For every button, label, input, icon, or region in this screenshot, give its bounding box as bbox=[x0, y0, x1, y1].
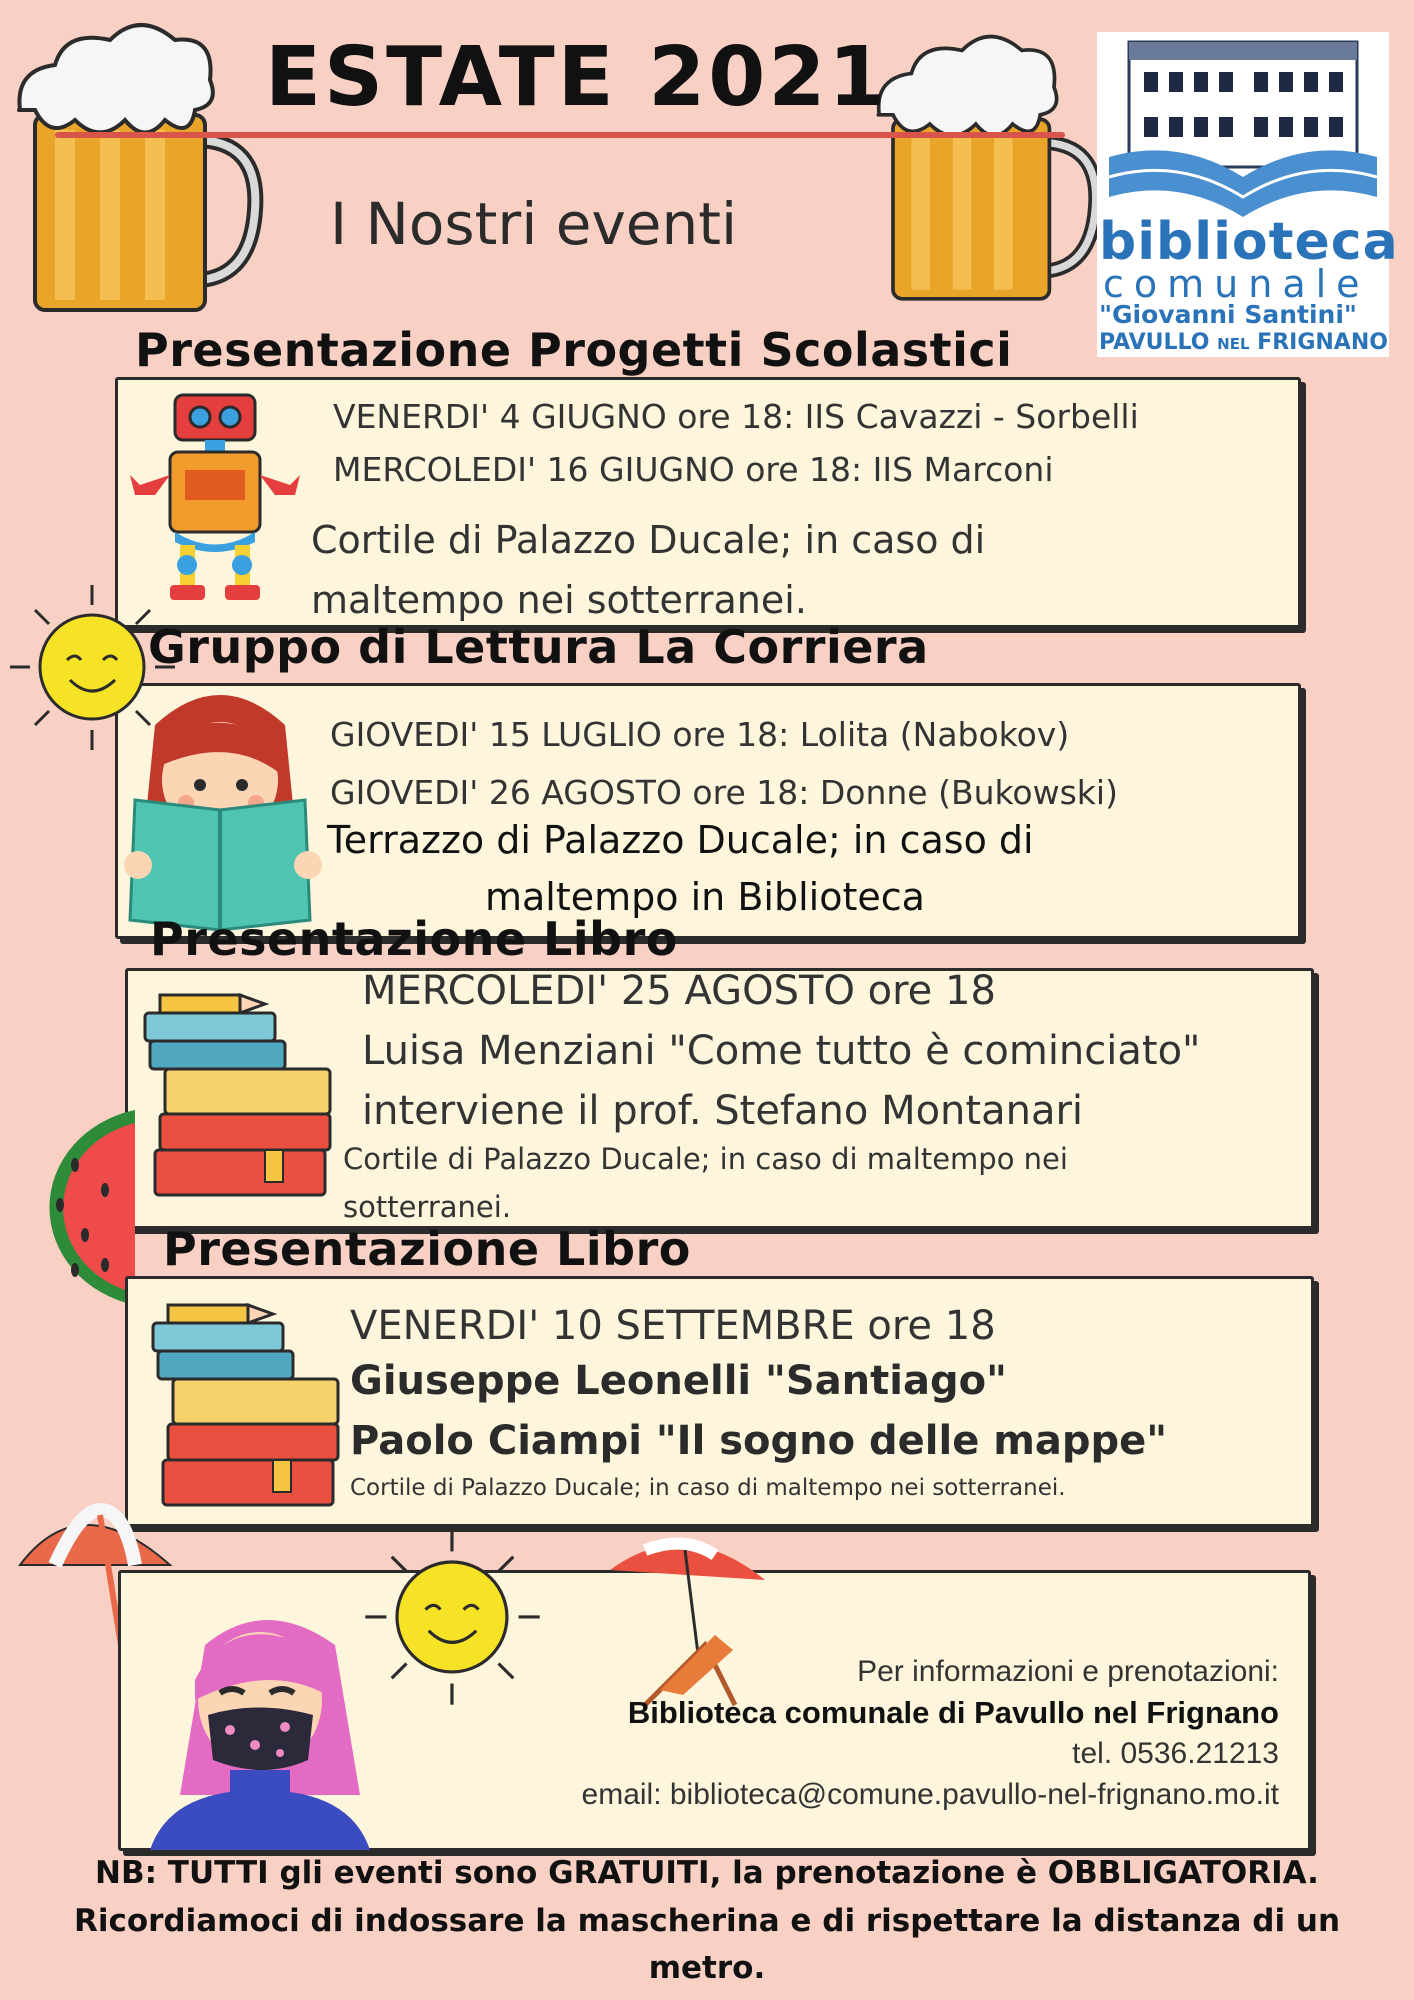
book1-venue-1: Cortile di Palazzo Ducale; in caso di maltempo nei bbox=[343, 1142, 1068, 1176]
library-building-icon bbox=[1109, 37, 1377, 227]
beer-mug-icon bbox=[870, 30, 1100, 310]
book1-guest: interviene il prof. Stefano Montanari bbox=[362, 1088, 1084, 1134]
contact-phone: tel. 0536.21213 bbox=[1072, 1737, 1279, 1770]
beer-mug-icon bbox=[10, 30, 260, 310]
logo-line-4b: NEL bbox=[1217, 335, 1250, 353]
masked-woman-icon bbox=[130, 1605, 380, 1850]
footer-note-3: metro. bbox=[648, 1950, 766, 1986]
footer-note-1: NB: TUTTI gli eventi sono GRATUITI, la prenotazione è OBBLIGATORIA. bbox=[95, 1855, 1319, 1891]
title-underline bbox=[55, 132, 1065, 138]
book2-title-1: Giuseppe Leonelli "Santiago" bbox=[350, 1358, 1007, 1404]
deck-chair-icon bbox=[605, 1530, 770, 1715]
logo-line-3: "Giovanni Santini" bbox=[1099, 300, 1357, 329]
book2-venue: Cortile di Palazzo Ducale; in caso di maltempo nei sotterranei. bbox=[350, 1475, 1066, 1501]
library-logo bbox=[1097, 32, 1399, 357]
robot-icon bbox=[125, 390, 325, 610]
logo-line-4a: PAVULLO bbox=[1099, 330, 1218, 355]
reading-girl-icon bbox=[120, 685, 330, 930]
books-stack-icon bbox=[140, 985, 340, 1200]
reading-event-2: GIOVEDI' 26 AGOSTO ore 18: Donne (Bukowski) bbox=[330, 773, 1118, 812]
section-heading-book-2: Presentazione Libro bbox=[163, 1222, 691, 1276]
contact-email[interactable]: email: biblioteca@comune.pavullo-nel-frignano.mo.it bbox=[581, 1778, 1279, 1811]
logo-line-1: biblioteca bbox=[1099, 212, 1399, 272]
books-stack-icon bbox=[148, 1295, 348, 1510]
book2-date: VENERDI' 10 SETTEMBRE ore 18 bbox=[350, 1303, 996, 1349]
section-heading-reading: Gruppo di Lettura La Corriera bbox=[148, 620, 929, 674]
reading-venue-2: maltempo in Biblioteca bbox=[485, 875, 925, 919]
school-event-1: VENERDI' 4 GIUGNO ore 18: IIS Cavazzi - Sorbelli bbox=[333, 397, 1139, 436]
logo-line-4 bbox=[1099, 330, 1388, 355]
book1-venue-2: sotterranei. bbox=[343, 1190, 512, 1224]
logo-line-4c: FRIGNANO bbox=[1249, 330, 1388, 355]
book1-title: Luisa Menziani "Come tutto è cominciato" bbox=[362, 1028, 1201, 1074]
section-heading-book-1: Presentazione Libro bbox=[150, 912, 678, 966]
reading-event-1: GIOVEDI' 15 LUGLIO ore 18: Lolita (Nabokov) bbox=[330, 715, 1070, 754]
school-event-2: MERCOLEDI' 16 GIUGNO ore 18: IIS Marconi bbox=[333, 450, 1054, 489]
school-venue-1: Cortile di Palazzo Ducale; in caso di bbox=[311, 518, 986, 562]
school-venue-2: maltempo nei sotterranei. bbox=[311, 578, 807, 622]
page-subtitle: I Nostri eventi bbox=[330, 190, 738, 258]
contact-name: Biblioteca comunale di Pavullo nel Frignano bbox=[627, 1695, 1279, 1730]
section-heading-school: Presentazione Progetti Scolastici bbox=[135, 323, 1013, 377]
sun-icon bbox=[360, 1525, 545, 1710]
watermelon-icon bbox=[15, 1105, 140, 1310]
footer-note-2: Ricordiamoci di indossare la mascherina e di rispettare la distanza di un bbox=[73, 1903, 1341, 1939]
reading-venue-1: Terrazzo di Palazzo Ducale; in caso di bbox=[327, 818, 1034, 862]
logo-line-2: comunale bbox=[1103, 262, 1370, 306]
contact-intro: Per informazioni e prenotazioni: bbox=[857, 1655, 1279, 1688]
book1-date: MERCOLEDI' 25 AGOSTO ore 18 bbox=[362, 968, 996, 1014]
book2-title-2: Paolo Ciampi "Il sogno delle mappe" bbox=[350, 1418, 1168, 1464]
page-title: ESTATE 2021 bbox=[265, 30, 889, 125]
